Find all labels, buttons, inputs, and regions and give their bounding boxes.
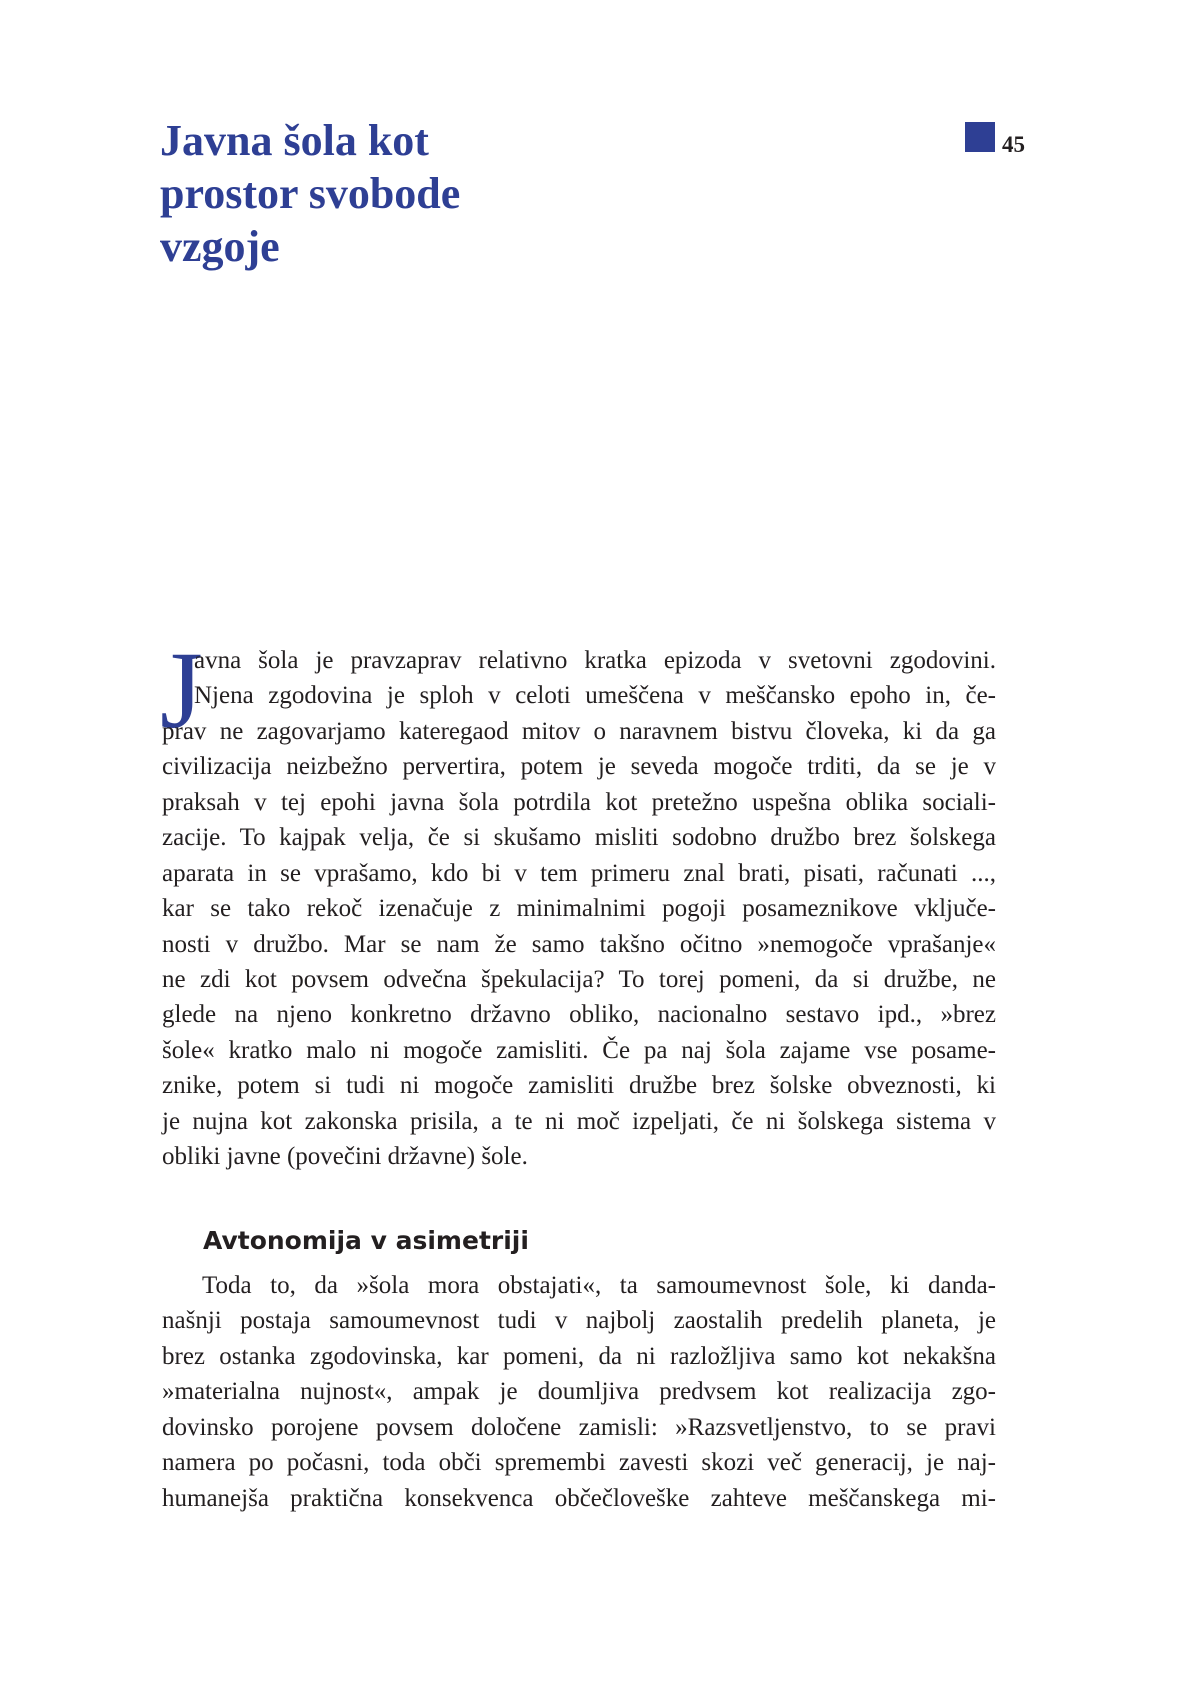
paragraph-line: civilizacija neizbežno pervertira, potem je seveda mogoče trditi, da se je v bbox=[162, 753, 996, 781]
paragraph-line: brez ostanka zgodovinska, kar pomeni, da ni razložljiva samo kot nekakšna bbox=[162, 1342, 996, 1370]
page-number: 45 bbox=[1002, 132, 1025, 157]
paragraph-line: humanejša praktična konsekvenca občečloveške zahteve meščanskega mi- bbox=[162, 1484, 996, 1512]
paragraph-line: aparata in se vprašamo, kdo bi v tem primeru znal brati, pisati, računati ..., bbox=[162, 859, 996, 887]
paragraph-line: ne zdi kot povsem odvečna špekulacija? To torej pomeni, da si družbe, ne bbox=[162, 965, 996, 993]
chapter-title-line: prostor svobode bbox=[160, 169, 461, 218]
chapter-title bbox=[160, 114, 460, 273]
paragraph-line: šole« kratko malo ni mogoče zamisliti. Če pa naj šola zajame vse posame- bbox=[162, 1036, 996, 1064]
paragraph-line: obliki javne (povečini državne) šole. bbox=[162, 1143, 528, 1171]
paragraph-line: dovinsko porojene povsem določene zamisli: »Razsvetljenstvo, to se pravi bbox=[162, 1413, 996, 1441]
paragraph-line: našnji postaja samoumevnost tudi v najbolj zaostalih predelih planeta, je bbox=[162, 1307, 996, 1335]
paragraph-line: Njena zgodovina je sploh v celoti umeščena v meščansko epoho in, če- bbox=[194, 682, 996, 710]
paragraph-line: praksah v tej epohi javna šola potrdila kot pretežno uspešna oblika sociali- bbox=[162, 788, 996, 816]
section-heading: Avtonomija v asimetriji bbox=[203, 1226, 529, 1255]
paragraph-line: znike, potem si tudi ni mogoče zamisliti družbe brez šolske obveznosti, ki bbox=[162, 1072, 996, 1100]
chapter-title-line: vzgoje bbox=[160, 222, 280, 271]
chapter-marker-square bbox=[965, 122, 995, 152]
paragraph-line: prav ne zagovarjamo kateregaod mitov o naravnem bistvu človeka, ki da ga bbox=[162, 717, 996, 745]
paragraph-section bbox=[162, 1268, 996, 1516]
paragraph-line: namera po počasni, toda obči spremembi zavesti skozi več generacij, je naj- bbox=[162, 1449, 996, 1477]
chapter-title-line: Javna šola kot bbox=[160, 116, 429, 165]
drop-cap: J bbox=[160, 629, 203, 751]
paragraph-line: je nujna kot zakonska prisila, a te ni moč izpeljati, če ni šolskega sistema v bbox=[162, 1107, 996, 1135]
paragraph-line: »materialna nujnost«, ampak je doumljiva predvsem kot realizacija zgo- bbox=[162, 1378, 996, 1406]
paragraph-line: nosti v družbo. Mar se nam že samo takšno očitno »nemogoče vprašanje« bbox=[162, 930, 996, 958]
paragraph-line: avna šola je pravzaprav relativno kratka epizoda v svetovni zgodovini. bbox=[194, 647, 996, 674]
paragraph-line: Toda to, da »šola mora obstajati«, ta samoumevnost šole, ki danda- bbox=[202, 1272, 996, 1299]
paragraph-line: zacije. To kajpak velja, če si skušamo misliti sodobno družbo brez šolskega bbox=[162, 824, 996, 852]
paragraph-intro bbox=[160, 629, 996, 1175]
paragraph-line: kar se tako rekoč izenačuje z minimalnimi pogoji posameznikove vključe- bbox=[162, 895, 996, 923]
paragraph-line: glede na njeno konkretno državno obliko, nacionalno sestavo ipd., »brez bbox=[162, 1001, 996, 1029]
